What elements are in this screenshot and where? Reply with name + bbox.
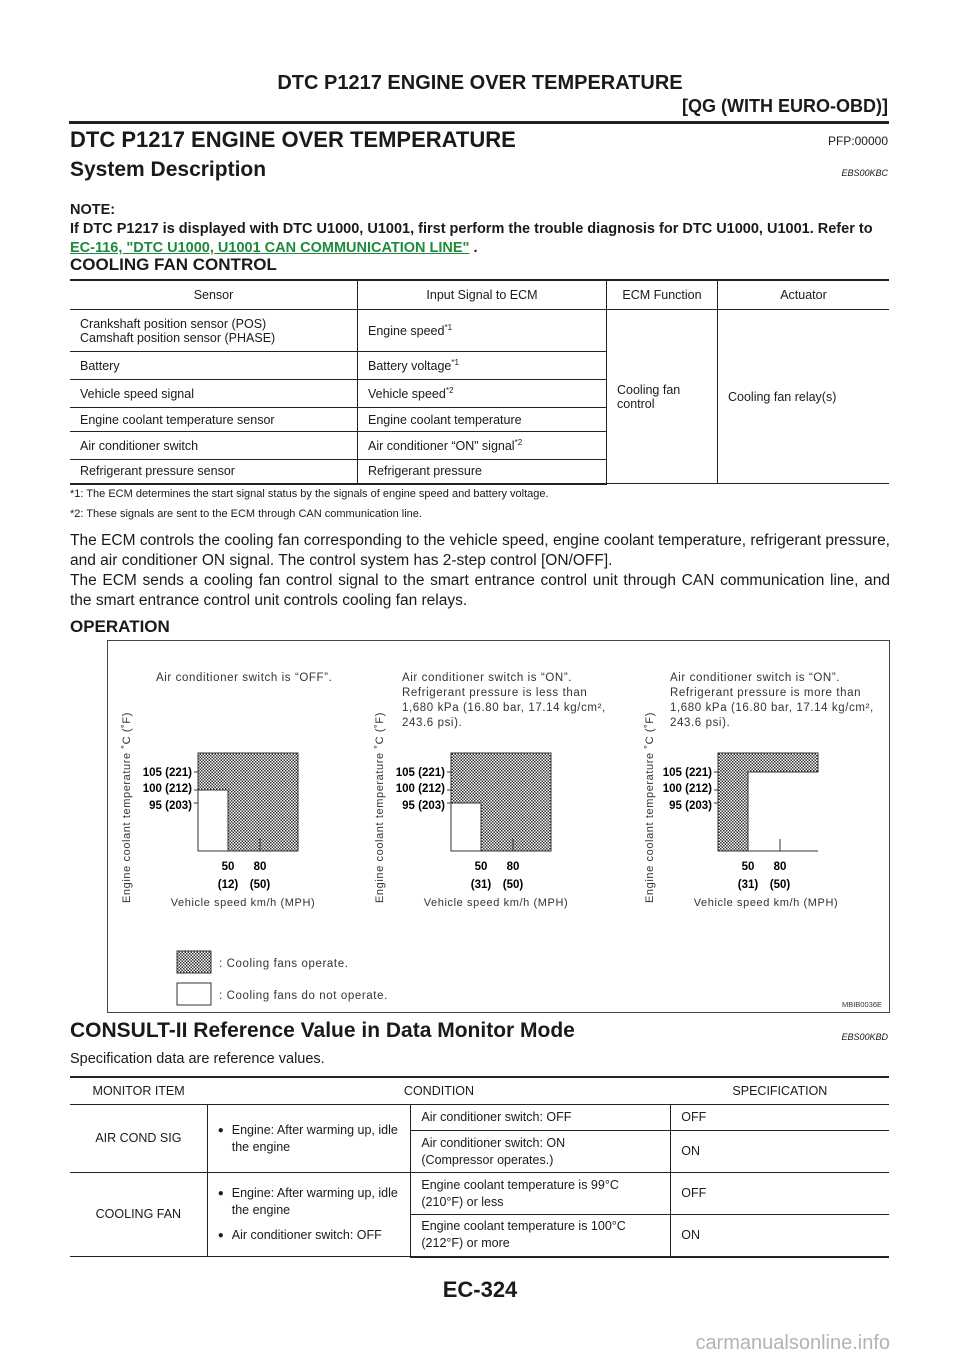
chart-3-tick-95: 95 (203) (669, 800, 712, 812)
signal-cell: Engine coolant temperature (358, 408, 607, 432)
chart-3-operate-region (718, 753, 818, 851)
consult-intro: Specification data are reference values. (70, 1051, 325, 1067)
sensor-cell: Battery (70, 352, 358, 380)
chart-3-speed-80: 80 (773, 861, 787, 873)
running-header-subtitle: [QG (WITH EURO-OBD)] (682, 96, 888, 116)
legend-not-operate-swatch (177, 983, 211, 1005)
consult-title: CONSULT-II Reference Value in Data Monitor Mode (70, 1019, 575, 1042)
watermark: carmanualsonline.info (695, 1332, 890, 1354)
chart-2-speed-80: 80 (506, 861, 520, 873)
sub-condition-cell: Engine coolant temperature is 100°C (212°F) or more (411, 1215, 671, 1257)
chart-1-operate-region (198, 753, 298, 851)
chart-2-operate-region (451, 753, 551, 851)
footnote-2: *2: These signals are sent to the ECM through CAN communication line. (70, 508, 422, 520)
chart-2-speed-50: 50 (474, 861, 488, 873)
chart-1-y-label: Engine coolant temperature ˚C (˚F) (121, 712, 133, 903)
section-title: DTC P1217 ENGINE OVER TEMPERATURE (70, 127, 516, 152)
paragraph-line-1: The ECM controls the cooling fan corresponding to the vehicle speed, engine coolant temperature, refrigerant pressure, and air conditioner ON signal. The control system has 2-step control [ON/OFF]. (70, 532, 890, 569)
condition-cell (207, 1173, 411, 1257)
chart-2-tick-105: 105 (221) (395, 767, 445, 779)
sensor-cell: Vehicle speed signal (70, 380, 358, 408)
condition-bullet: ● Engine: After warming up, idle the engine (218, 1185, 401, 1219)
chart-1-tick-105: 105 (221) (142, 767, 192, 779)
chart-3-caption-0: Air conditioner switch is “ON”. (670, 672, 841, 684)
chart-3-mph-50: (50) (769, 879, 791, 891)
signal-cell: Engine speed$^{*1}$ (358, 310, 607, 352)
col-header-condition: CONDITION (207, 1077, 671, 1105)
chart-2-y-label: Engine coolant temperature ˚C (˚F) (374, 712, 386, 903)
chart-2-caption-1: Refrigerant pressure is less than (402, 687, 588, 699)
chart-ac-on-low-pressure (374, 672, 606, 909)
table-row (70, 1105, 889, 1131)
chart-3-caption-3: 243.6 psi). (670, 717, 731, 729)
pfp-code: PFP:00000 (827, 134, 888, 148)
col-header-specification: SPECIFICATION (671, 1077, 889, 1105)
note-block (70, 201, 890, 258)
col-header-sensor: Sensor (70, 280, 358, 310)
signal-cell: Battery voltage$^{*1}$ (358, 352, 607, 380)
chart-3-y-label: Engine coolant temperature ˚C (˚F) (644, 712, 656, 903)
chart-1-speed-50: 50 (221, 861, 235, 873)
col-header-monitor-item: MONITOR ITEM (70, 1077, 207, 1105)
condition-bullet: ● Engine: After warming up, idle the engine (218, 1122, 401, 1156)
chart-1-x-label: Vehicle speed km/h (MPH) (170, 897, 316, 909)
chart-1-speed-80: 80 (253, 861, 267, 873)
cooling-fan-control-table (70, 279, 889, 485)
sub-condition-cell: Air conditioner switch: ON (Compressor operates.) (411, 1131, 671, 1173)
sensor-cell: Air conditioner switch (70, 432, 358, 460)
chart-2-tick-100: 100 (212) (395, 783, 445, 795)
monitor-item-cell: COOLING FAN (70, 1173, 207, 1257)
chart-3-tick-100: 100 (212) (662, 783, 712, 795)
sensor-cell: Refrigerant pressure sensor (70, 460, 358, 484)
description-paragraph (70, 531, 890, 611)
chart-1-mph-12: (12) (217, 879, 239, 891)
chart-3-caption-2: 1,680 kPa (16.80 bar, 17.14 kg/cm², (670, 702, 874, 714)
monitor-item-cell: AIR COND SIG (70, 1105, 207, 1173)
figure-code: MBIB0036E (841, 1000, 882, 1009)
actuator-cell: Cooling fan relay(s) (718, 310, 890, 484)
chart-2-mph-50: (50) (502, 879, 524, 891)
spec-cell: OFF (671, 1173, 889, 1215)
operation-title: OPERATION (70, 617, 170, 636)
chart-2-tick-95: 95 (203) (402, 800, 445, 812)
chart-2-x-label: Vehicle speed km/h (MPH) (423, 897, 569, 909)
consult-code: EBS00KBD (841, 1032, 888, 1042)
note-reference-link[interactable]: EC-116, "DTC U1000, U1001 CAN COMMUNICATION LINE" (70, 240, 470, 256)
spec-cell: ON (671, 1215, 889, 1257)
signal-cell: Refrigerant pressure (358, 460, 607, 484)
chart-ac-on-high-pressure (644, 672, 874, 909)
ecm-function-cell: Cooling fan control (607, 310, 718, 484)
chart-3-x-label: Vehicle speed km/h (MPH) (693, 897, 839, 909)
sub-condition-cell: Engine coolant temperature is 99°C (210°F) or less (411, 1173, 671, 1215)
system-description-code: EBS00KBC (841, 168, 888, 178)
col-header-ecm-function: ECM Function (607, 280, 718, 310)
legend-operate-swatch (177, 951, 211, 973)
chart-2-caption-3: 243.6 psi). (402, 717, 463, 729)
chart-3-mph-31: (31) (737, 879, 759, 891)
condition-bullet: ● Air conditioner switch: OFF (218, 1227, 401, 1244)
col-header-input-signal: Input Signal to ECM (358, 280, 607, 310)
sensor-cell: Crankshaft position sensor (POS) Camshaft position sensor (PHASE) (70, 310, 358, 352)
paragraph-line-2: The ECM sends a cooling fan control signal to the smart entrance control unit through CAN communication line, and the smart entrance control unit controls cooling fan relays. (70, 572, 890, 609)
sub-condition-cell: Air conditioner switch: OFF (411, 1105, 671, 1131)
footnote-1: *1: The ECM determines the start signal status by the signals of engine speed and battery voltage. (70, 488, 549, 500)
chart-3-speed-50: 50 (741, 861, 755, 873)
legend-operate-label: : Cooling fans operate. (219, 958, 349, 970)
note-text: If DTC P1217 is displayed with DTC U1000, U1001, first perform the trouble diagnosis for DTC U1000, U1001. Refer to (70, 221, 873, 237)
table-row (70, 1173, 889, 1215)
signal-cell: Air conditioner “ON” signal$^{*2}$ (358, 432, 607, 460)
page-number: EC-324 (442, 1277, 518, 1302)
operation-diagram (108, 641, 889, 1012)
spec-cell: ON (671, 1131, 889, 1173)
chart-1-tick-95: 95 (203) (149, 800, 192, 812)
chart-1-caption-0: Air conditioner switch is “OFF”. (156, 672, 333, 684)
table-row (70, 310, 889, 352)
sensor-cell: Engine coolant temperature sensor (70, 408, 358, 432)
chart-ac-off (121, 672, 332, 909)
col-header-actuator: Actuator (718, 280, 890, 310)
legend-not-operate-label: : Cooling fans do not operate. (219, 990, 388, 1002)
chart-3-caption-1: Refrigerant pressure is more than (670, 687, 862, 699)
consult-reference-table (70, 1076, 889, 1258)
chart-2-caption-2: 1,680 kPa (16.80 bar, 17.14 kg/cm², (402, 702, 606, 714)
chart-1-mph-50: (50) (249, 879, 271, 891)
chart-2-mph-31: (31) (470, 879, 492, 891)
chart-1-tick-100: 100 (212) (142, 783, 192, 795)
note-label: NOTE: (70, 202, 116, 218)
condition-cell (207, 1105, 411, 1173)
cooling-fan-control-title: COOLING FAN CONTROL (70, 255, 277, 274)
header-rule (69, 121, 889, 124)
note-end: . (473, 240, 478, 256)
system-description-title: System Description (70, 158, 267, 181)
chart-3-tick-105: 105 (221) (662, 767, 712, 779)
running-header-title: DTC P1217 ENGINE OVER TEMPERATURE (277, 72, 683, 94)
operation-figure (107, 640, 890, 1013)
spec-cell: OFF (671, 1105, 889, 1131)
signal-cell: Vehicle speed$^{*2}$ (358, 380, 607, 408)
chart-2-caption-0: Air conditioner switch is “ON”. (402, 672, 573, 684)
